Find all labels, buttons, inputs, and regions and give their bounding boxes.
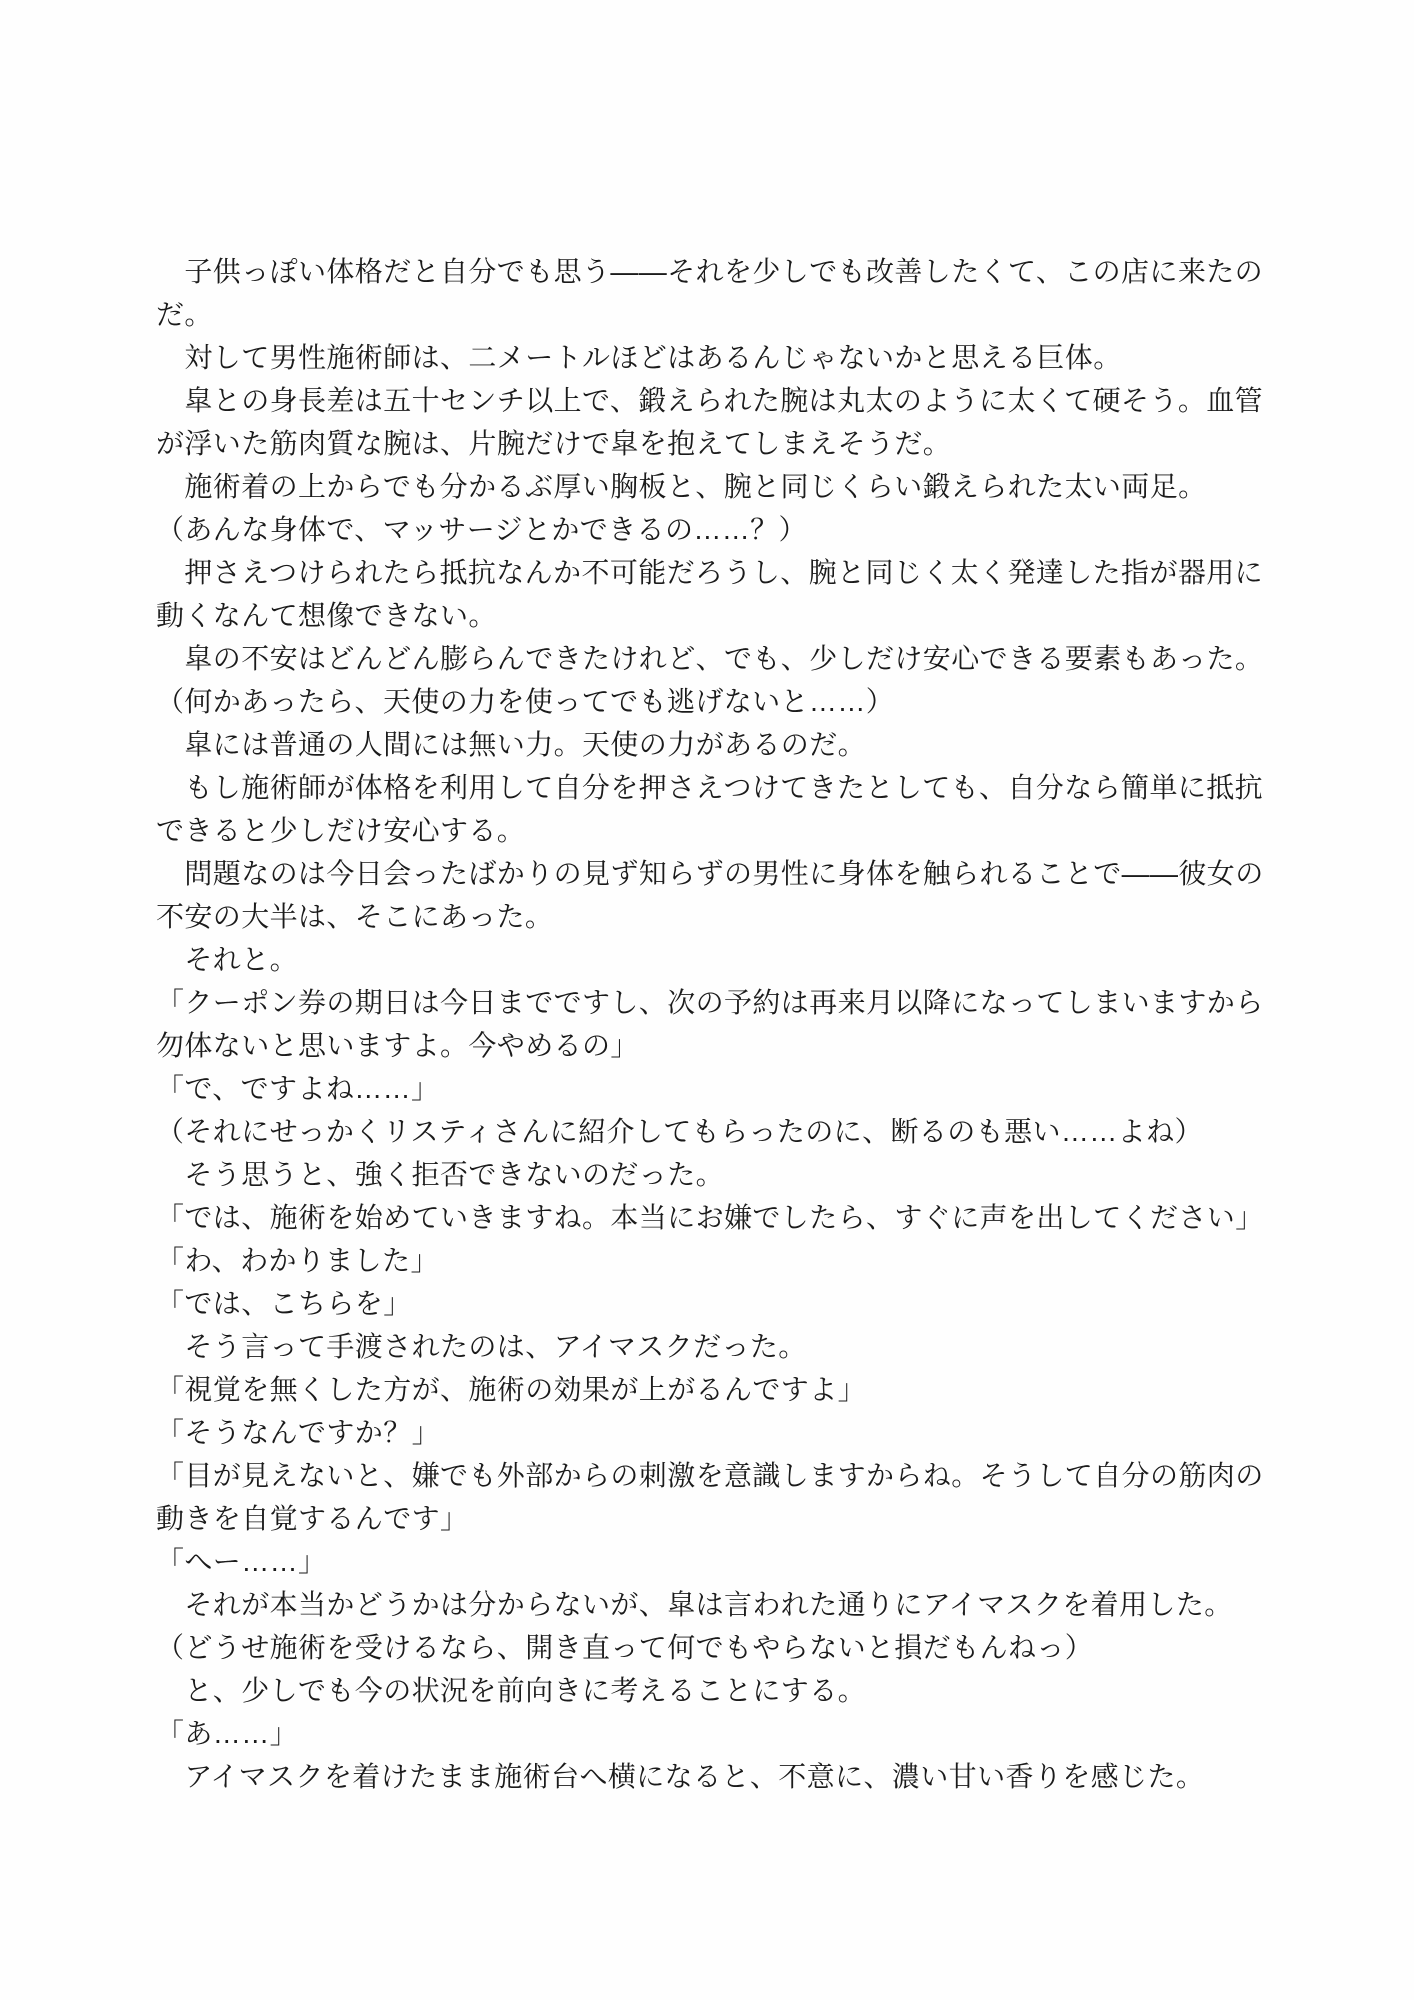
text-line: 動きを自覚するんです」: [156, 1503, 469, 1534]
text-line: 「で、ですよね……」: [156, 1073, 440, 1104]
text-line: （それにせっかくリスティさんに紹介してもらったのに、断るのも悪い……よね）: [156, 1116, 1203, 1147]
text-line: 皐との身長差は五十センチ以上で、鍛えられた腕は丸太のように太くて硬そう。血管: [156, 385, 1264, 416]
text-line: そう思うと、強く拒否できないのだった。: [156, 1159, 725, 1190]
text-line: 「では、こちらを」: [156, 1288, 412, 1319]
text-line: （どうせ施術を受けるなら、開き直って何でもやらないと損だもんねっ）: [156, 1632, 1094, 1663]
novel-text-block: [156, 250, 1264, 1798]
text-line: もし施術師が体格を利用して自分を押さえつけてきたとしても、自分なら簡単に抵抗: [156, 772, 1264, 803]
text-line: 「あ……」: [156, 1718, 299, 1749]
text-line: だ。: [156, 299, 213, 330]
text-line: （何かあったら、天使の力を使ってでも逃げないと……）: [156, 686, 895, 717]
text-line: 皐には普通の人間には無い力。天使の力があるのだ。: [156, 729, 867, 760]
text-line: 動くなんて想像できない。: [156, 600, 497, 631]
text-line: 「目が見えないと、嫌でも外部からの刺激を意識しますからね。そうして自分の筋肉の: [156, 1460, 1264, 1491]
text-line: そう言って手渡されたのは、アイマスクだった。: [156, 1331, 807, 1362]
text-line: それと。: [156, 944, 299, 975]
text-line: 問題なのは今日会ったばかりの見ず知らずの男性に身体を触られることで——彼女の: [156, 858, 1264, 889]
text-line: 「視覚を無くした方が、施術の効果が上がるんですよ」: [156, 1374, 867, 1405]
text-line: アイマスクを着けたまま施術台へ横になると、不意に、濃い甘い香りを感じた。: [156, 1761, 1205, 1792]
text-line: 皐の不安はどんどん膨らんできたけれど、でも、少しだけ安心できる要素もあった。: [156, 643, 1264, 674]
text-line: 「クーポン券の期日は今日までですし、次の予約は再来月以降になってしまいますから: [156, 987, 1264, 1018]
text-line: 不安の大半は、そこにあった。: [156, 901, 554, 932]
text-line: できると少しだけ安心する。: [156, 815, 526, 846]
text-line: 押さえつけられたら抵抗なんか不可能だろうし、腕と同じく太く発達した指が器用に: [156, 557, 1264, 588]
text-line: 「では、施術を始めていきますね。本当にお嫌でしたら、すぐに声を出してください」: [156, 1202, 1264, 1233]
text-line: 勿体ないと思いますよ。今やめるの」: [156, 1030, 639, 1061]
text-line: 「へー……」: [156, 1546, 327, 1577]
text-line: 「わ、わかりました」: [156, 1245, 439, 1276]
text-line: 施術着の上からでも分かるぶ厚い胸板と、腕と同じくらい鍛えられた太い両足。: [156, 471, 1207, 502]
text-line: 「そうなんですか？」: [156, 1417, 441, 1448]
text-line: 対して男性施術師は、二メートルほどはあるんじゃないかと思える巨体。: [156, 342, 1122, 373]
text-line: （あんな身体で、マッサージとかできるの……？）: [156, 514, 807, 545]
text-line: それが本当かどうかは分からないが、皐は言われた通りにアイマスクを着用した。: [156, 1589, 1233, 1620]
text-line: 子供っぽい体格だと自分でも思う——それを少しでも改善したくて、この店に来たの: [156, 256, 1264, 287]
text-line: が浮いた筋肉質な腕は、片腕だけで皐を抱えてしまえそうだ。: [156, 428, 952, 459]
text-line: と、少しでも今の状況を前向きに考えることにする。: [156, 1675, 867, 1706]
